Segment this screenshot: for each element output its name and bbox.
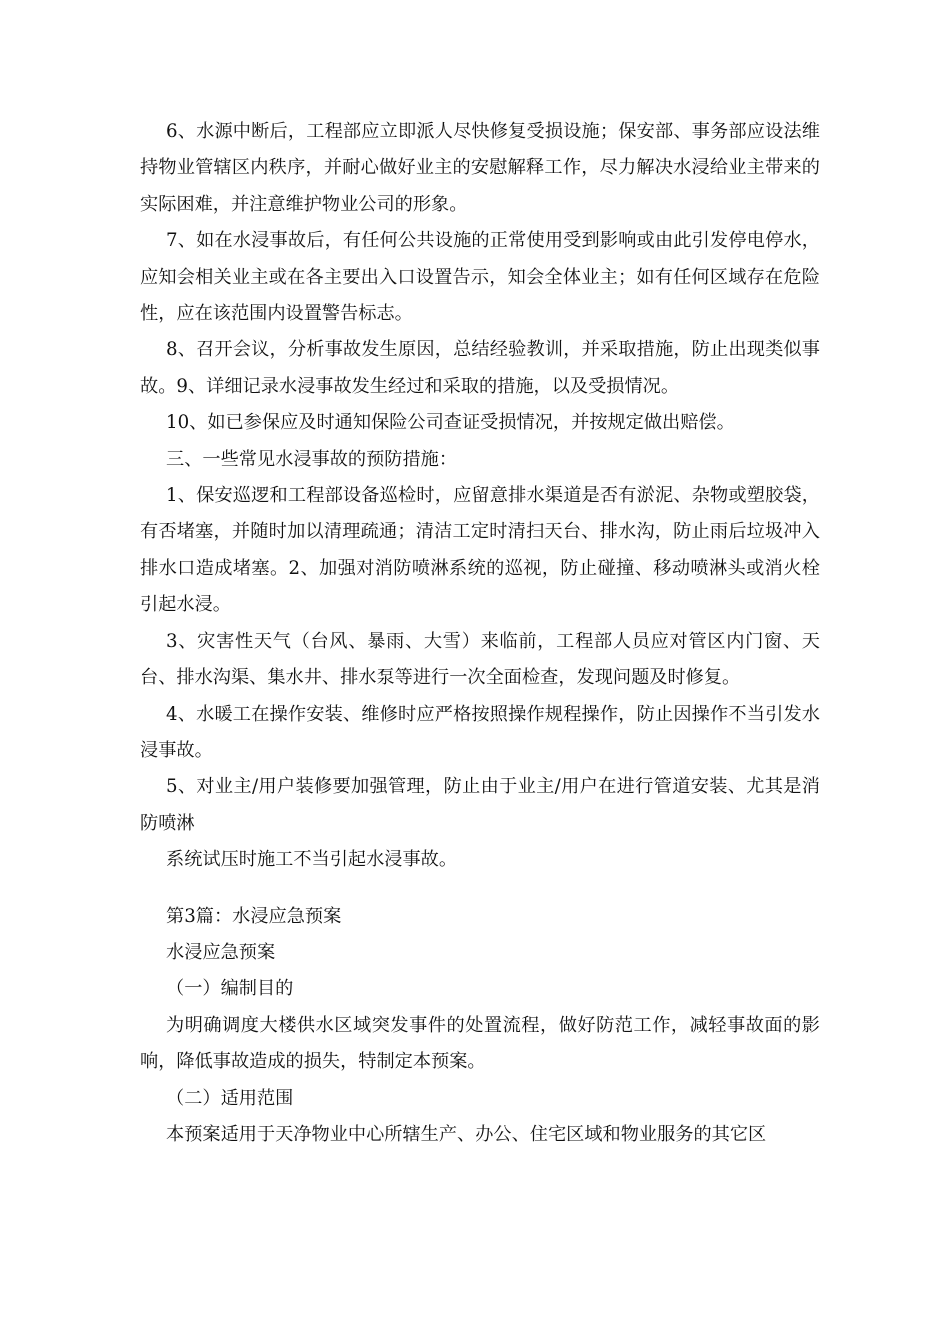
article-subtitle: 水浸应急预案 [166, 941, 276, 963]
paragraph-8-9: 8、召开会议，分析事故发生原因，总结经验教训，并采取措施，防止出现类似事故。9、详细记录水浸事故发生经过和采取的措施，以及受损情况。 [140, 339, 820, 397]
paragraph-prevention-5: 5、对业主/用户装修要加强管理，防止由于业主/用户在进行管道安装、尤其是消防喷淋 [140, 776, 820, 834]
document-page [140, 114, 820, 1153]
paragraph-prevention-4: 4、水暖工在操作安装、维修时应严格按照操作规程操作，防止因操作不当引发水浸事故。 [140, 703, 820, 761]
paragraph-scope: 本预案适用于天净物业中心所辖生产、办公、住宅区域和物业服务的其它区 [166, 1123, 767, 1145]
article-title: 第3篇：水浸应急预案 [166, 905, 342, 927]
section-gap [140, 879, 820, 899]
heading-scope: （二）适用范围 [166, 1087, 294, 1109]
paragraph-7: 7、如在水浸事故后，有任何公共设施的正常使用受到影响或由此引发停电停水，应知会相关业主或在各主要出入口设置告示，知会全体业主；如有任何区域存在危险性，应在该范围内设置警告标志。 [140, 230, 820, 325]
paragraph-prevention-5-cont: 系统试压时施工不当引起水浸事故。 [166, 849, 458, 871]
paragraph-prevention-1-2: 1、保安巡逻和工程部设备巡检时，应留意排水渠道是否有淤泥、杂物或塑胶袋，有否堵塞，并随时加以清理疏通；清洁工定时清扫天台、排水沟，防止雨后垃圾冲入排水口造成堵塞。2、加强对消防喷淋系统的巡视，防止碰撞、移动喷淋头或消火栓引起水浸。 [140, 485, 820, 616]
section-heading-prevention: 三、一些常见水浸事故的预防措施： [166, 448, 458, 470]
paragraph-10: 10、如已参保应及时通知保险公司查证受损情况，并按规定做出赔偿。 [166, 412, 735, 434]
paragraph-prevention-3: 3、灾害性天气（台风、暴雨、大雪）来临前，工程部人员应对管区内门窗、天台、排水沟渠、集水井、排水泵等进行一次全面检查，发现问题及时修复。 [140, 630, 820, 689]
paragraph-purpose: 为明确调度大楼供水区域突发事件的处置流程，做好防范工作，减轻事故面的影响，降低事故造成的损失，特制定本预案。 [140, 1014, 820, 1073]
paragraph-6: 6、水源中断后，工程部应立即派人尽快修复受损设施；保安部、事务部应设法维持物业管辖区内秩序，并耐心做好业主的安慰解释工作，尽力解决水浸给业主带来的实际困难，并注意维护物业公司的形象。 [140, 121, 820, 215]
heading-purpose: （一）编制目的 [166, 978, 294, 1000]
